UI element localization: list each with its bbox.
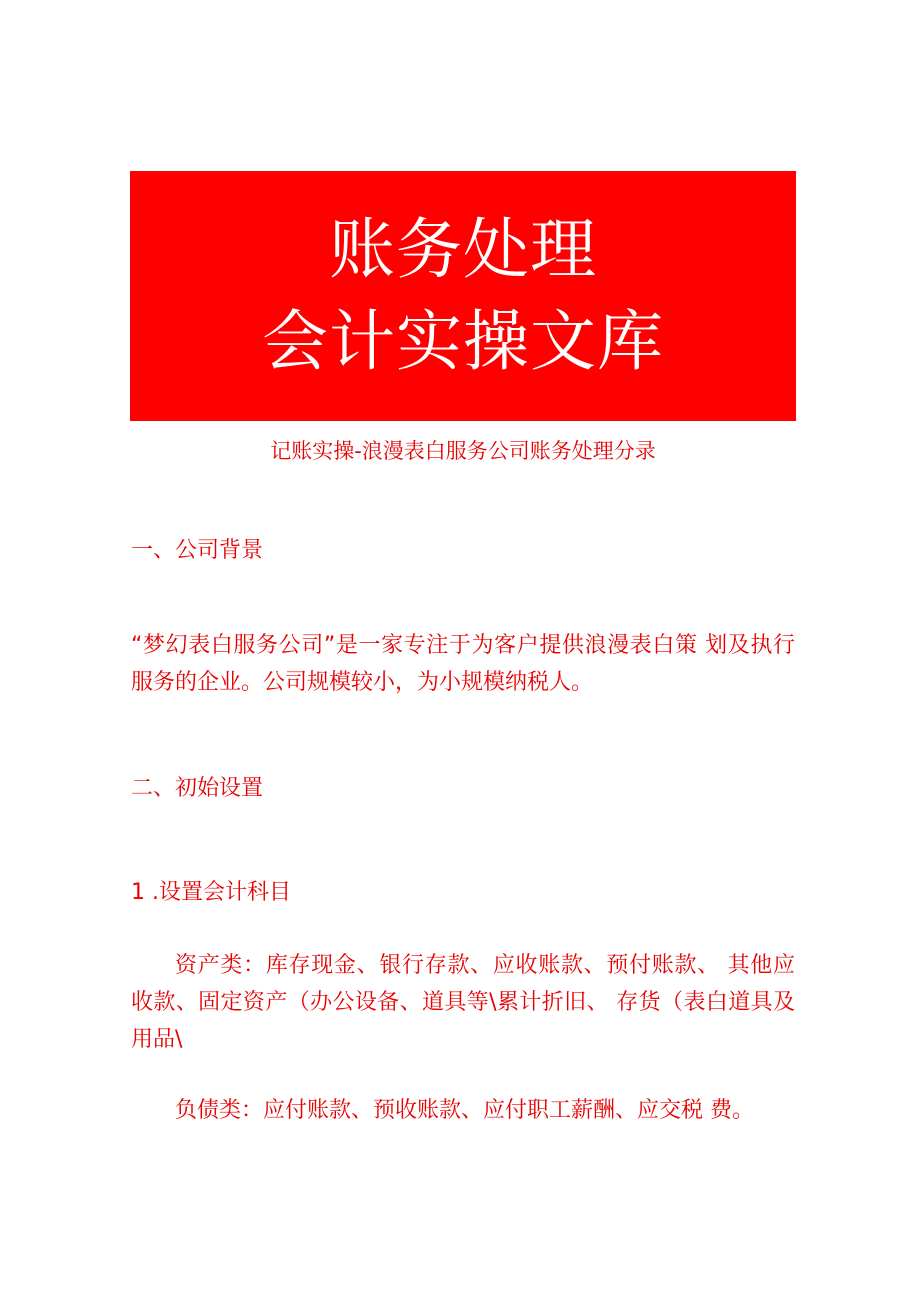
liabilities-accounts-text: 负债类：应付账款、预收账款、应付职工薪酬、应交税 费。	[175, 1098, 754, 1123]
section-heading-company-background: 一、公司背景	[131, 538, 264, 563]
banner-title-line-2: 会计实操文库	[262, 303, 664, 380]
document-subtitle: 记账实操-浪漫表白服务公司账务处理分录	[270, 439, 656, 463]
liabilities-accounts-paragraph	[131, 1092, 795, 1129]
company-background-paragraph	[131, 627, 795, 701]
company-background-text: “梦幻表白服务公司”是一家专注于为客户提供浪漫表白策 划及执行服务的企业。公司规模较小，为小规模纳税人。	[131, 633, 795, 695]
subsection-heading-chart-of-accounts: 1 .设置会计科目	[131, 880, 291, 905]
section-heading-initial-setup: 二、初始设置	[131, 776, 264, 801]
title-banner	[130, 171, 796, 421]
assets-accounts-paragraph	[131, 947, 795, 1058]
assets-accounts-text: 资产类：库存现金、银行存款、应收账款、预付账款、 其他应收款、固定资产（办公设备、道具等\累计折旧、 存货（表白道具及用品\	[131, 953, 795, 1052]
banner-title-line-1: 账务处理	[329, 211, 597, 288]
